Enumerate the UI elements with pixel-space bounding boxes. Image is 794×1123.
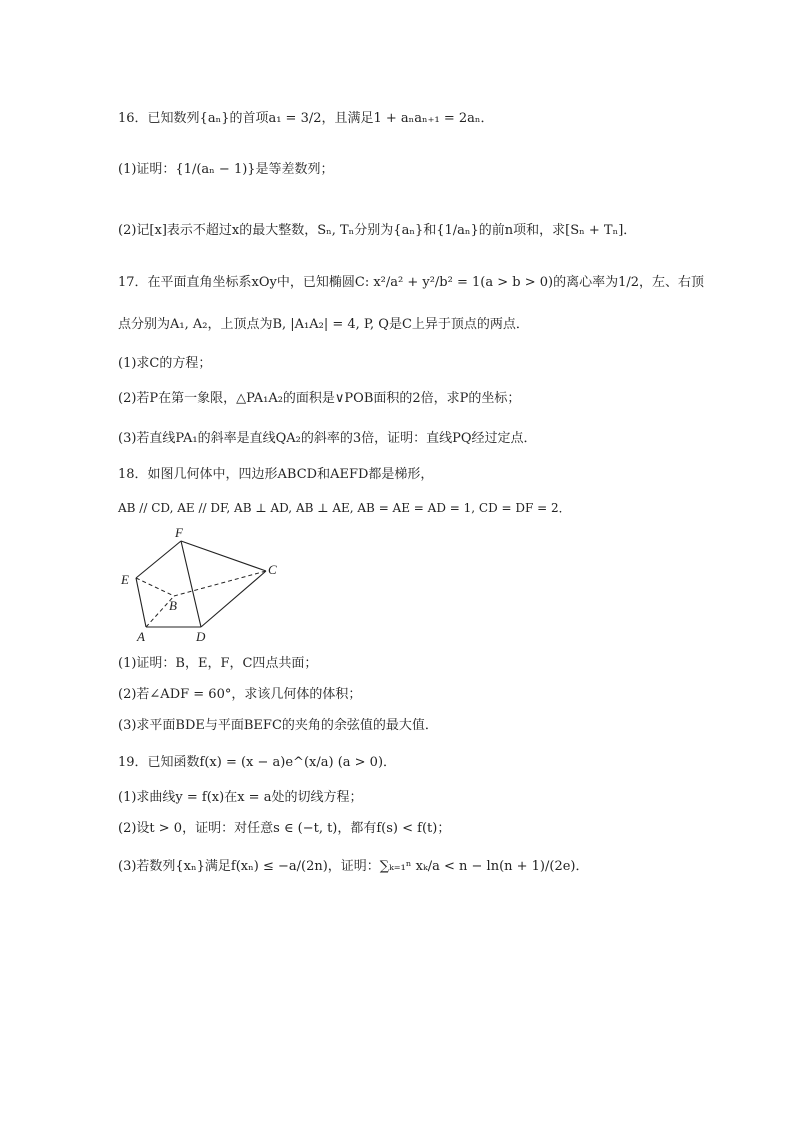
label-A: A [137, 629, 145, 644]
label-F: F [175, 525, 183, 540]
problem-19-part-3: (3)若数列{xₙ}满足f(xₙ) ≤ −a/(2n)，证明：∑ₖ₌₁ⁿ xₖ/a < n − ln(n + 1)/(2e)． [118, 859, 589, 874]
problem-19-part-2: (2)设t > 0，证明：对任意s ∈ (−t, t)，都有f(s) < f(t)； [118, 821, 451, 836]
hidden-edge-EB [136, 578, 174, 596]
problem-17-stem-line-2: 点分别为A₁, A₂，上顶点为B, |A₁A₂| = 4, P, Q是C上异于顶点的两点． [118, 317, 529, 332]
edge-DC [201, 571, 266, 627]
problem-18-part-1: (1)证明：B，E，F，C四点共面； [118, 656, 318, 671]
problem-18-part-2: (2)若∠ADF = 60°，求该几何体的体积； [118, 687, 362, 702]
edge-FD [181, 541, 201, 627]
problem-18-part-3: (3)求平面BDE与平面BEFC的夹角的余弦值的最大值． [118, 718, 438, 733]
problem-17-part-2: (2)若P在第一象限，△PA₁A₂的面积是∨POB面积的2倍，求P的坐标； [118, 391, 521, 406]
problem-16-stem: 16．已知数列{aₙ}的首项a₁ = 3/2，且满足1 + aₙaₙ₊₁ = 2aₙ． [118, 111, 494, 126]
label-B: B [169, 598, 177, 613]
problem-19-part-1: (1)求曲线y = f(x)在x = a处的切线方程； [118, 790, 363, 805]
problem-16-part-1: (1)证明：{1/(aₙ − 1)}是等差数列； [118, 162, 334, 177]
problem-17-part-1: (1)求C的方程； [118, 356, 212, 371]
edge-FC [181, 541, 266, 571]
label-E: E [121, 572, 129, 587]
problem-19-stem: 19．已知函数f(x) = (x − a)e^(x/a) (a > 0)． [118, 755, 397, 770]
problem-18-conditions: AB // CD, AE // DF, AB ⊥ AD, AB ⊥ AE, AB = AE = AD = 1, CD = DF = 2． [118, 501, 571, 515]
problem-18-stem-line-1: 18．如图几何体中，四边形ABCD和AEFD都是梯形， [118, 467, 434, 482]
edge-EA [136, 578, 146, 627]
problem-16-part-2: (2)记[x]表示不超过x的最大整数，Sₙ, Tₙ分别为{aₙ}和{1/aₙ}的前n项和，求[Sₙ + Tₙ]． [118, 223, 637, 238]
problem-17-stem-line-1: 17．在平面直角坐标系xOy中，已知椭圆C: x²/a² + y²/b² = 1(a > b > 0)的离心率为1/2，左、右顶 [118, 275, 704, 290]
label-C: C [268, 562, 277, 577]
edge-FE [136, 541, 181, 578]
problem-17-part-3: (3)若直线PA₁的斜率是直线QA₂的斜率的3倍，证明：直线PQ经过定点． [118, 431, 537, 446]
geometry-figure [116, 524, 296, 648]
label-D: D [196, 629, 206, 644]
